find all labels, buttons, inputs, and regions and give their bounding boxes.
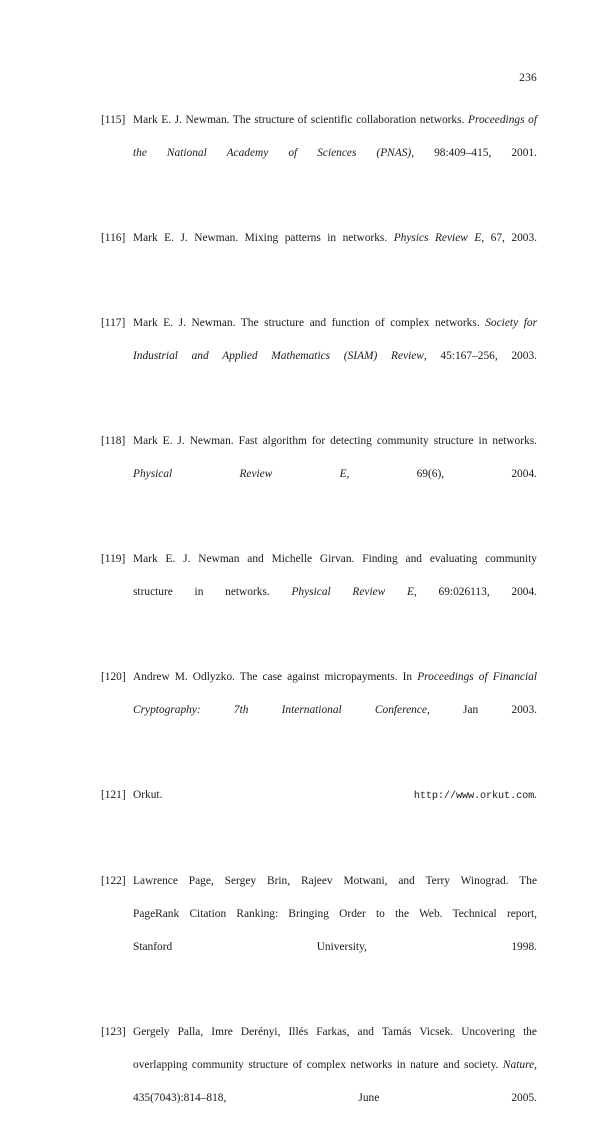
citation-text: Lawrence Page, Sergey Brin, Rajeev Motwani, and Terry Winograd. The PageRank Citation Ranking: Bringing Order to the Web. Technical report, Stanford University, 1998. <box>133 875 537 953</box>
citation-text: , 69(6), 2004. <box>346 468 537 480</box>
citation-title-italic: Nature <box>502 1059 535 1071</box>
bibliography-entry-label: [115] <box>101 114 126 126</box>
bibliography-entry-text <box>133 307 537 406</box>
bibliography-entry-label: [122] <box>101 875 126 887</box>
citation-text: , 67, 2003. <box>481 232 537 244</box>
citation-text: . <box>534 789 537 801</box>
bibliography-entry <box>101 543 537 642</box>
citation-text: , 435(7043):814–818, June 2005. <box>133 1059 537 1104</box>
citation-title-italic: Proceedings of Financial Cryptography: 7th International Conference <box>133 671 537 716</box>
citation-text: Andrew M. Odlyzko. The case against micropayments. In <box>133 671 418 683</box>
citation-title-italic: Proceedings of the National Academy of Sciences (PNAS) <box>133 114 537 159</box>
bibliography-entry <box>101 222 537 288</box>
bibliography-entry-text <box>133 779 537 846</box>
citation-text: Mark E. J. Newman and Michelle Girvan. Finding and evaluating community structure in networks. <box>133 553 537 598</box>
citation-text: Orkut. <box>133 789 414 801</box>
citation-text: Mark E. J. Newman. Mixing patterns in networks. <box>133 232 394 244</box>
bibliography-entry-label: [120] <box>101 671 126 683</box>
bibliography-entry-label: [116] <box>101 232 126 244</box>
bibliography-entry-text <box>133 865 537 997</box>
bibliography-entry <box>101 661 537 760</box>
citation-url: http://www.orkut.com <box>413 791 535 802</box>
bibliography-entry-text <box>133 543 537 642</box>
bibliography-entry <box>101 104 537 203</box>
bibliography-entry <box>101 779 537 846</box>
citation-title-italic: Society for Industrial and Applied Mathematics (SIAM) Review <box>133 317 537 362</box>
bibliography-entry-text <box>133 104 537 203</box>
citation-text: Gergely Palla, Imre Derényi, Illés Farkas, and Tamás Vicsek. Uncovering the overlapping community structure of complex networks in nature and society. <box>133 1026 537 1071</box>
bibliography-entry-text <box>133 1016 537 1148</box>
citation-title-italic: Physical Review E <box>291 586 414 598</box>
citation-text: Mark E. J. Newman. The structure and function of complex networks. <box>133 317 486 329</box>
bibliography-entry-label: [119] <box>101 553 126 565</box>
citation-title-italic: Physical Review E <box>133 468 347 480</box>
bibliography-entry <box>101 1016 537 1148</box>
bibliography-entry <box>101 865 537 997</box>
bibliography-entry <box>101 425 537 524</box>
bibliography-entry-label: [121] <box>101 789 126 801</box>
citation-text: , 98:409–415, 2001. <box>411 147 537 159</box>
citation-text: Mark E. J. Newman. Fast algorithm for detecting community structure in networks. <box>133 435 537 447</box>
bibliography-entry-text <box>133 425 537 524</box>
page-number: 236 <box>519 72 537 84</box>
bibliography-entry-text <box>133 661 537 760</box>
bibliography-entry-label: [117] <box>101 317 126 329</box>
citation-text: , 69:026113, 2004. <box>413 586 538 598</box>
citation-text: , 45:167–256, 2003. <box>423 350 537 362</box>
bibliography-entry-label: [123] <box>101 1026 126 1038</box>
bibliography-entry <box>101 307 537 406</box>
bibliography-list <box>101 104 537 1148</box>
citation-text: Mark E. J. Newman. The structure of scientific collaboration networks. <box>133 114 469 126</box>
citation-title-italic: Physics Review E <box>393 232 482 244</box>
bibliography-entry-text <box>133 222 537 288</box>
bibliography-entry-label: [118] <box>101 435 126 447</box>
citation-text: , Jan 2003. <box>426 704 537 716</box>
